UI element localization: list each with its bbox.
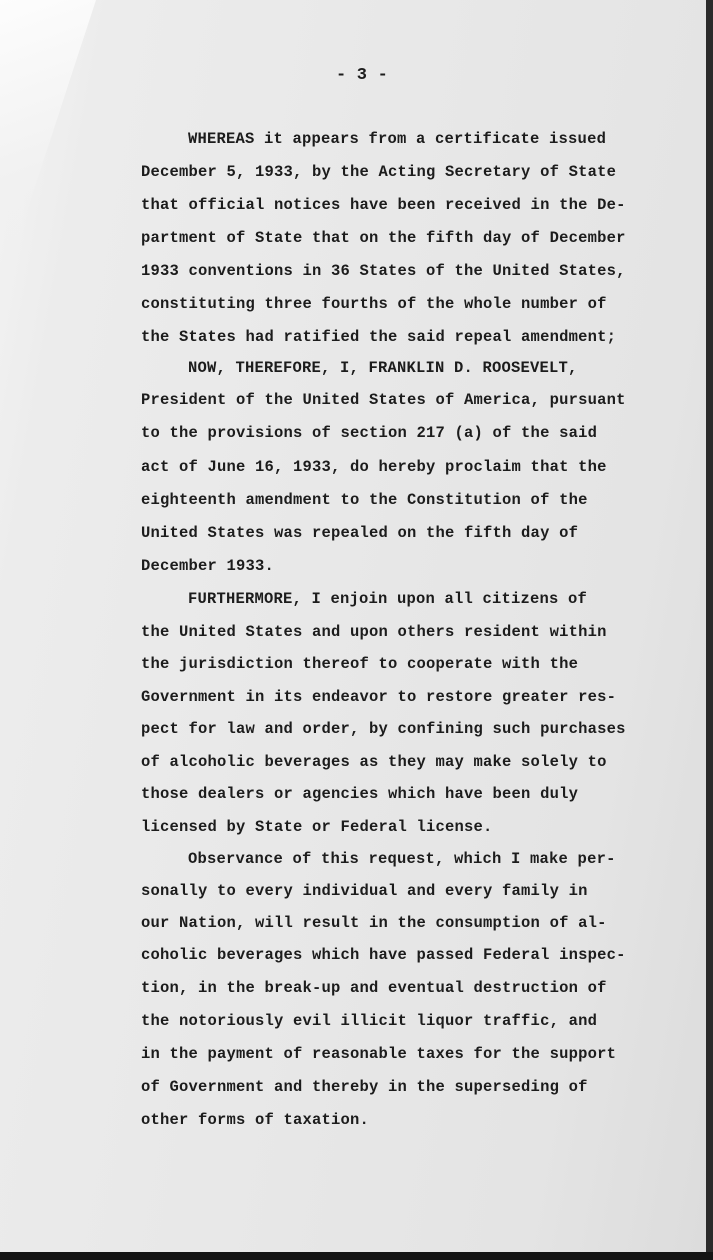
paragraph-1-line-5: 1933 conventions in 36 States of the United States, xyxy=(141,262,626,280)
paragraph-2-line-6: United States was repealed on the fifth day of xyxy=(141,524,579,542)
paragraph-3-line-8: licensed by State or Federal license. xyxy=(141,818,493,836)
paragraph-1-line-2: December 5, 1933, by the Acting Secretary of State xyxy=(141,163,617,181)
paragraph-1-line-7: the States had ratified the said repeal amendment; xyxy=(141,328,617,346)
paragraph-2-line-1: NOW, THEREFORE, I, FRANKLIN D. ROOSEVELT, xyxy=(188,359,578,377)
paragraph-4-line-8: of Government and thereby in the superseding of xyxy=(141,1078,588,1096)
paragraph-3-line-2: the United States and upon others resident within xyxy=(141,623,607,641)
paragraph-4-line-3: our Nation, will result in the consumption of al- xyxy=(141,914,607,932)
paragraph-4-line-4: coholic beverages which have passed Federal inspec- xyxy=(141,946,626,964)
bottom-edge-shadow xyxy=(0,1252,713,1260)
paragraph-4-line-7: in the payment of reasonable taxes for the support xyxy=(141,1045,617,1063)
paragraph-2-line-2: President of the United States of America, pursuant xyxy=(141,391,626,409)
paragraph-1-line-4: partment of State that on the fifth day of December xyxy=(141,229,626,247)
paragraph-4-line-2: sonally to every individual and every family in xyxy=(141,882,588,900)
paragraph-4-line-5: tion, in the break-up and eventual destruction of xyxy=(141,979,607,997)
paragraph-1-line-6: constituting three fourths of the whole number of xyxy=(141,295,607,313)
right-edge-shadow xyxy=(706,0,713,1260)
paragraph-2-line-5: eighteenth amendment to the Constitution of the xyxy=(141,491,588,509)
page-number: - 3 - xyxy=(336,66,389,85)
paragraph-3-line-5: pect for law and order, by confining such purchases xyxy=(141,720,626,738)
paragraph-2-line-7: December 1933. xyxy=(141,557,275,575)
paragraph-4-line-1: Observance of this request, which I make per- xyxy=(188,850,616,868)
paragraph-1-line-1: WHEREAS it appears from a certificate issued xyxy=(188,130,607,148)
paragraph-4-line-6: the notoriously evil illicit liquor traffic, and xyxy=(141,1012,598,1030)
paragraph-4-line-9: other forms of taxation. xyxy=(141,1111,370,1129)
paragraph-2-line-4: act of June 16, 1933, do hereby proclaim that the xyxy=(141,458,607,476)
paragraph-3-line-7: those dealers or agencies which have been duly xyxy=(141,785,579,803)
paragraph-2-line-3: to the provisions of section 217 (a) of the said xyxy=(141,424,598,442)
paragraph-3-line-4: Government in its endeavor to restore greater res- xyxy=(141,688,617,706)
paragraph-3-line-6: of alcoholic beverages as they may make solely to xyxy=(141,753,607,771)
paragraph-3-line-3: the jurisdiction thereof to cooperate with the xyxy=(141,655,579,673)
paragraph-3-line-1: FURTHERMORE, I enjoin upon all citizens of xyxy=(188,590,588,608)
paragraph-1-line-3: that official notices have been received in the De- xyxy=(141,196,626,214)
